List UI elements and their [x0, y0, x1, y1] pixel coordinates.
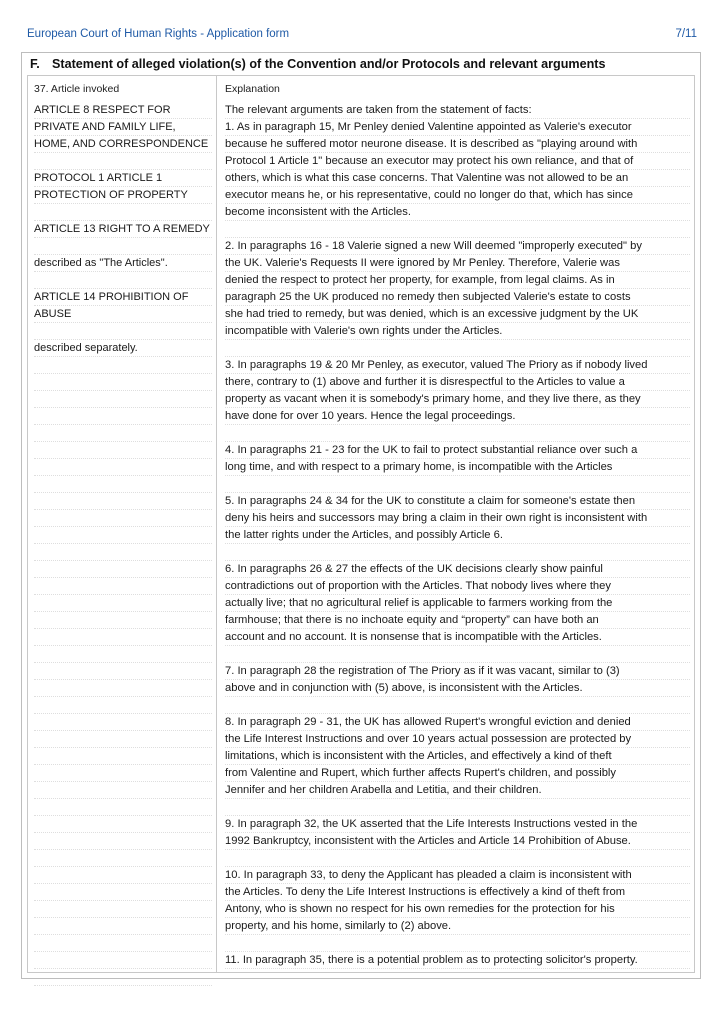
explanation-line: property as vacant when it is somebody's primary home, and they live there, as they	[225, 391, 690, 408]
explanation-line	[225, 340, 690, 357]
explanation-line: incompatible with Valerie's own rights under the Articles.	[225, 323, 690, 340]
explanation-line: 3. In paragraphs 19 & 20 Mr Penley, as executor, valued The Priory as if nobody lived	[225, 357, 690, 374]
article-line	[34, 850, 212, 867]
article-line	[34, 578, 212, 595]
article-line	[34, 425, 212, 442]
article-line	[34, 884, 212, 901]
article-line	[34, 459, 212, 476]
article-line	[34, 867, 212, 884]
section-title: Statement of alleged violation(s) of the Convention and/or Protocols and relevant arguments	[52, 57, 606, 71]
article-line	[34, 816, 212, 833]
explanation-line: 2. In paragraphs 16 - 18 Valerie signed a new Will deemed "improperly executed" by	[225, 238, 690, 255]
article-line	[34, 561, 212, 578]
page-header	[27, 28, 697, 44]
article-line	[34, 918, 212, 935]
article-line	[34, 238, 212, 255]
article-line	[34, 612, 212, 629]
article-line	[34, 204, 212, 221]
explanation-line: 6. In paragraphs 26 & 27 the effects of the UK decisions clearly show painful	[225, 561, 690, 578]
explanation-line: become inconsistent with the Articles.	[225, 204, 690, 221]
explanation-line: long time, and with respect to a primary home, is incompatible with the Articles	[225, 459, 690, 476]
article-line	[34, 935, 212, 952]
article-line	[34, 663, 212, 680]
explanation-line: 7. In paragraph 28 the registration of The Priory as if it was vacant, similar to (3)	[225, 663, 690, 680]
article-line	[34, 442, 212, 459]
explanation-line	[225, 646, 690, 663]
article-line	[34, 357, 212, 374]
explanation-line: actually live; that no agricultural relief is applicable to farmers working from the	[225, 595, 690, 612]
explanation-line: have done for over 10 years. Hence the legal proceedings.	[225, 408, 690, 425]
article-line	[34, 527, 212, 544]
article-line	[34, 374, 212, 391]
explanation-line	[225, 221, 690, 238]
explanation-line: 1. As in paragraph 15, Mr Penley denied Valentine appointed as Valerie's executor	[225, 119, 690, 136]
explanation-line	[225, 935, 690, 952]
explanation-line: 8. In paragraph 29 - 31, the UK has allowed Rupert's wrongful eviction and denied	[225, 714, 690, 731]
article-line	[34, 646, 212, 663]
article-line	[34, 408, 212, 425]
explanation-line: the Articles. To deny the Life Interest Instructions is effectively a kind of theft from	[225, 884, 690, 901]
explanation-line: the latter rights under the Articles, and possibly Article 6.	[225, 527, 690, 544]
article-line	[34, 969, 212, 986]
explanation-line: The relevant arguments are taken from the statement of facts:	[225, 102, 690, 119]
article-line: HOME, AND CORRESPONDENCE	[34, 136, 212, 153]
article-line	[34, 272, 212, 289]
article-line	[34, 595, 212, 612]
article-line: described as "The Articles".	[34, 255, 212, 272]
article-line	[34, 323, 212, 340]
explanation-line: the UK. Valerie's Requests II were ignored by Mr Penley. Therefore, Valerie was	[225, 255, 690, 272]
explanation-line: there, contrary to (1) above and further it is disrespectful to the Articles to value a	[225, 374, 690, 391]
explanation-line: 1992 Bankruptcy, inconsistent with the Articles and Article 14 Prohibition of Abuse.	[225, 833, 690, 850]
section-letter: F.	[30, 57, 40, 71]
article-line	[34, 697, 212, 714]
article-line	[34, 714, 212, 731]
article-line	[34, 748, 212, 765]
explanation-line: denied the respect to protect her property, for example, from legal claims. As in	[225, 272, 690, 289]
explanation-line	[225, 544, 690, 561]
form-title: European Court of Human Rights - Application form	[27, 28, 290, 40]
explanation-line: above and in conjunction with (5) above, is inconsistent with the Articles.	[225, 680, 690, 697]
article-line	[34, 901, 212, 918]
explanation-line: 11. In paragraph 35, there is a potential problem as to protecting solicitor's property.	[225, 952, 690, 969]
page-number: 7/11	[675, 28, 697, 40]
article-line	[34, 510, 212, 527]
explanation-line: account and no account. It is nonsense that is incompatible with the Articles.	[225, 629, 690, 646]
article-line	[34, 731, 212, 748]
explanation-line: executor means he, or his representative, could no longer do that, which has since	[225, 187, 690, 204]
article-line	[34, 952, 212, 969]
explanation-line: Jennifer and her children Arabella and Letitia, and their children.	[225, 782, 690, 799]
explanation-line: farmhouse; that there is no inchoate equity and “property” can have both an	[225, 612, 690, 629]
article-line	[34, 153, 212, 170]
arguments-table	[27, 75, 695, 973]
article-line	[34, 493, 212, 510]
article-line: ARTICLE 13 RIGHT TO A REMEDY	[34, 221, 212, 238]
explanation-line: Antony, who is shown no respect for his own remedies for the protection for his	[225, 901, 690, 918]
article-line	[34, 833, 212, 850]
explanation-line	[225, 799, 690, 816]
article-invoked-field[interactable]	[34, 102, 212, 986]
explanation-line	[225, 697, 690, 714]
explanation-line: contradictions out of proportion with the Articles. That nobody lives where they	[225, 578, 690, 595]
article-line: ABUSE	[34, 306, 212, 323]
explanation-line: paragraph 25 the UK produced no remedy then subjected Valerie's estate to costs	[225, 289, 690, 306]
explanation-line: 5. In paragraphs 24 & 34 for the UK to constitute a claim for someone's estate then	[225, 493, 690, 510]
explanation-line: 10. In paragraph 33, to deny the Applicant has pleaded a claim is inconsistent with	[225, 867, 690, 884]
article-line	[34, 629, 212, 646]
section-f-frame	[21, 52, 701, 979]
explanation-line: because he suffered motor neurone disease. It is described as "playing around with	[225, 136, 690, 153]
explanation-line: the Life Interest Instructions and over 10 years actual possession are protected by	[225, 731, 690, 748]
explanation-line: from Valentine and Rupert, which further affects Rupert's children, and possibly	[225, 765, 690, 782]
article-line	[34, 765, 212, 782]
article-line	[34, 799, 212, 816]
explanation-field[interactable]	[225, 102, 690, 969]
explanation-line: property, and his home, similarly to (2) above.	[225, 918, 690, 935]
explanation-header: Explanation	[225, 83, 280, 95]
explanation-line: deny his heirs and successors may bring a claim in their own right is inconsistent with	[225, 510, 690, 527]
explanation-line: others, which is what this case concerns. That Valentine was not allowed to be an	[225, 170, 690, 187]
article-line: described separately.	[34, 340, 212, 357]
article-line	[34, 476, 212, 493]
article-line	[34, 782, 212, 799]
article-line	[34, 680, 212, 697]
section-heading	[30, 57, 606, 71]
explanation-line: limitations, which is inconsistent with the Articles, and effectively a kind of theft	[225, 748, 690, 765]
article-line: PROTECTION OF PROPERTY	[34, 187, 212, 204]
article-line	[34, 544, 212, 561]
article-line: PRIVATE AND FAMILY LIFE,	[34, 119, 212, 136]
explanation-line	[225, 850, 690, 867]
explanation-line	[225, 425, 690, 442]
explanation-line: 4. In paragraphs 21 - 23 for the UK to fail to protect substantial reliance over such a	[225, 442, 690, 459]
article-line: ARTICLE 14 PROHIBITION OF	[34, 289, 212, 306]
explanation-line	[225, 476, 690, 493]
explanation-line: she had tried to remedy, but was denied, which is an excessive judgment by the UK	[225, 306, 690, 323]
explanation-line: 9. In paragraph 32, the UK asserted that the Life Interests Instructions vested in the	[225, 816, 690, 833]
article-line: PROTOCOL 1 ARTICLE 1	[34, 170, 212, 187]
article-invoked-header: 37. Article invoked	[34, 83, 120, 95]
article-line: ARTICLE 8 RESPECT FOR	[34, 102, 212, 119]
explanation-line: Protocol 1 Article 1" because an executor may protect his own reliance, and that of	[225, 153, 690, 170]
column-divider	[216, 76, 217, 972]
article-line	[34, 391, 212, 408]
